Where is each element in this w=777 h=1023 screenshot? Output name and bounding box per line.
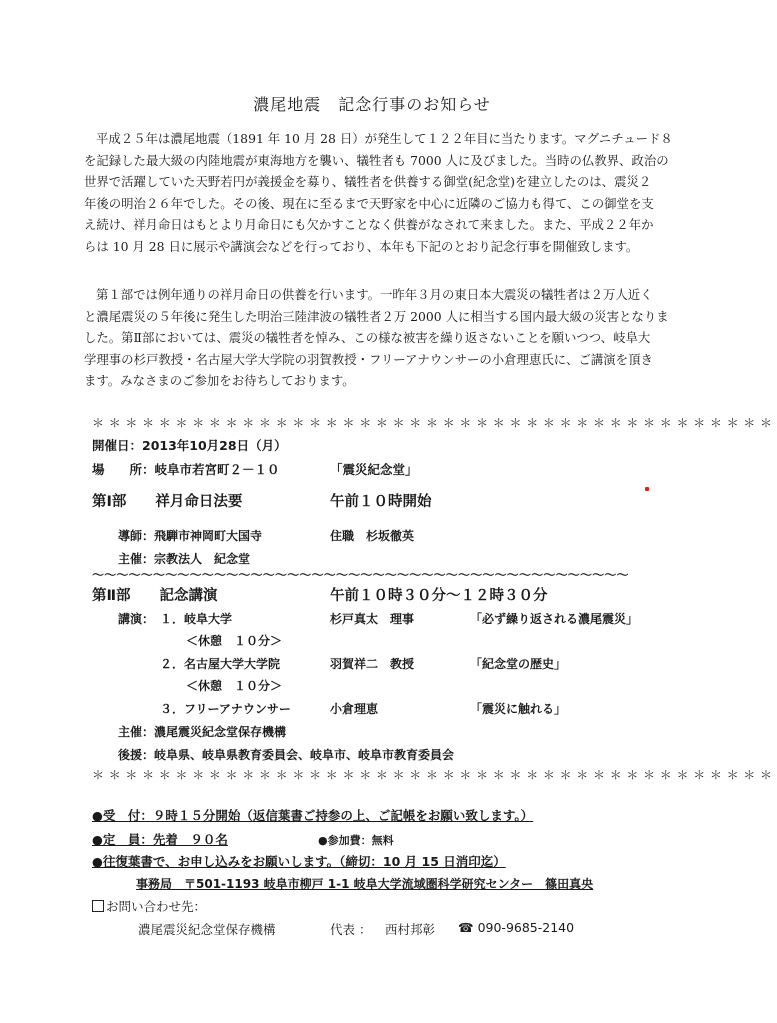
application-info: ●往復葉書で、お申し込みをお願いします。（締切：10 月 15 日消印迄） [92,854,506,869]
part1-leader-role: 住職 杉坂徹英 [330,529,415,543]
paragraph-line: ます。みなさまのご参加をお待ちしております。 [84,373,355,388]
lecture-3-topic: 「震災に触れる」 [470,702,567,716]
event-venue: 「震災紀念堂」 [330,462,418,477]
part1-heading: 第Ⅰ部 祥月命日法要 [92,494,243,510]
lecture-1-speaker: 杉戸真太 理事 [330,612,415,626]
event-date: 開催日：2013年10月28日（月） [92,438,287,453]
fee-info: ●参加費：無料 [318,834,394,847]
paragraph-line: を記録した最大級の内陸地震が東海地方を襲い、犠牲者も 7000 人に及びました。当時の仏教界、政治の [84,152,669,168]
lecture-1-topic: 「必ず繰り返される濃尾震災」 [470,612,639,626]
part2-heading: 第Ⅱ部 記念講演 [92,588,218,604]
checkbox-icon [92,900,104,912]
red-ink-dot [645,487,649,491]
lecture-2-institution: ２．名古屋大学大学院 [160,657,281,671]
event-place: 場 所：岐阜市若宮町２－１０ [92,462,280,477]
contact-rep-name: 西村邦彰 [385,922,436,937]
paragraph-line: した。第Ⅱ部においては、震災の犠牲者を悼み、この様な被害を繰り返さないことを願いつつ、岐阜大 [84,330,651,345]
wave-separator: ～～～～～～～～～～～～～～～～～～～～～～～～～～～～～～～～～～～～～～～～～～～～ [92,568,629,582]
paragraph-line: 世界で活躍していた天野若円が義援金を募り、犠牲者を供養する御堂(紀念堂)を建立したのは、震災２ [84,174,652,189]
document-title: 濃尾地震 記念行事のお知らせ [253,95,491,114]
lecture-2-speaker: 羽賀祥二 教授 [330,657,415,671]
part1-leader: 導師：飛騨市神岡町大国寺 [118,529,263,543]
paragraph-line: 年後の明治２６年でした。その後、現在に至るまで天野家を中心に近隣のご協力も得て、この御堂を支 [84,195,654,211]
star-separator: ＊＊＊＊＊＊＊＊＊＊＊＊＊＊＊＊＊＊＊＊＊＊＊＊＊＊＊＊＊＊＊＊＊＊＊＊＊＊＊＊＊ [92,416,777,430]
office-address: 事務局 〒501-1193 岐阜市柳戸 1-1 岐阜大学流域圏科学研究センター 篠田真央 [136,877,594,891]
telephone-icon: ☎ [458,920,474,935]
contact-rep-label: 代表 ： [330,922,372,937]
paragraph-line: 学理事の杉戸教授・名古屋大学大学院の羽賀教授・フリーアナウンサーの小倉理恵氏に、ご講演を頂き [84,351,653,367]
inquiry-line [92,897,206,915]
break-1: ＜休憩 １０分＞ [186,634,283,648]
part1-host: 主催：宗教法人 紀念堂 [118,552,251,566]
paragraph-line: 平成２５年は濃尾地震（1891 年 10 月 28 日）が発生して１２２年目に当たります。マグニチュード８ [96,131,673,146]
capacity-info: ●定 員：先着 ９０名 [92,832,228,847]
intro-paragraph [84,128,678,257]
contact-org: 濃尾震災紀念堂保存機構 [138,922,276,937]
paragraph-line: 第１部では例年通りの祥月命日の供養を行います。一昨年３月の東日本大震災の犠牲者は２万人近く [96,287,653,302]
lecture-1-institution: １．岐阜大学 [160,612,233,626]
part1-time: 午前１０時開始 [330,494,432,510]
paragraph-line: らは 10 月 28 日に展示や講演会などを行っており、本年も下記のとおり記念行事を開催致します。 [84,238,639,254]
part2-host: 主催：濃尾震災紀念堂保存機構 [118,725,287,739]
contact-phone [458,920,574,935]
lecture-label: 講演： [118,612,155,626]
star-separator: ＊＊＊＊＊＊＊＊＊＊＊＊＊＊＊＊＊＊＊＊＊＊＊＊＊＊＊＊＊＊＊＊＊＊＊＊＊＊＊＊＊ [92,768,777,782]
program-paragraph [84,284,678,392]
paragraph-line: と濃尾震災の５年後に発生した明治三陸津波の犠牲者２万 2000 人に相当する国内最大級の災害となりま [84,308,669,324]
lecture-2-topic: 「紀念堂の歴史」 [470,657,567,671]
part2-support: 後援：岐阜県、岐阜県教育委員会、岐阜市、岐阜市教育委員会 [118,748,455,762]
paragraph-line: え続け、祥月命日はもとより月命日にも欠かすことなく供養がなされて来ました。また、平成２２年か [84,217,654,232]
part2-time: 午前１０時３０分～１２時３０分 [330,588,548,604]
lecture-3-speaker: 小倉理恵 [330,702,379,716]
phone-number: 090-9685-2140 [477,920,575,935]
inquiry-label: お問い合わせ先： [106,899,207,914]
break-2: ＜休憩 １０分＞ [186,679,283,693]
lecture-3-institution: ３．フリーアナウンサー [160,702,291,716]
reception-info: ●受 付：９時１５分開始（返信葉書ご持参の上、ご記帳をお願い致します。） [92,808,534,823]
